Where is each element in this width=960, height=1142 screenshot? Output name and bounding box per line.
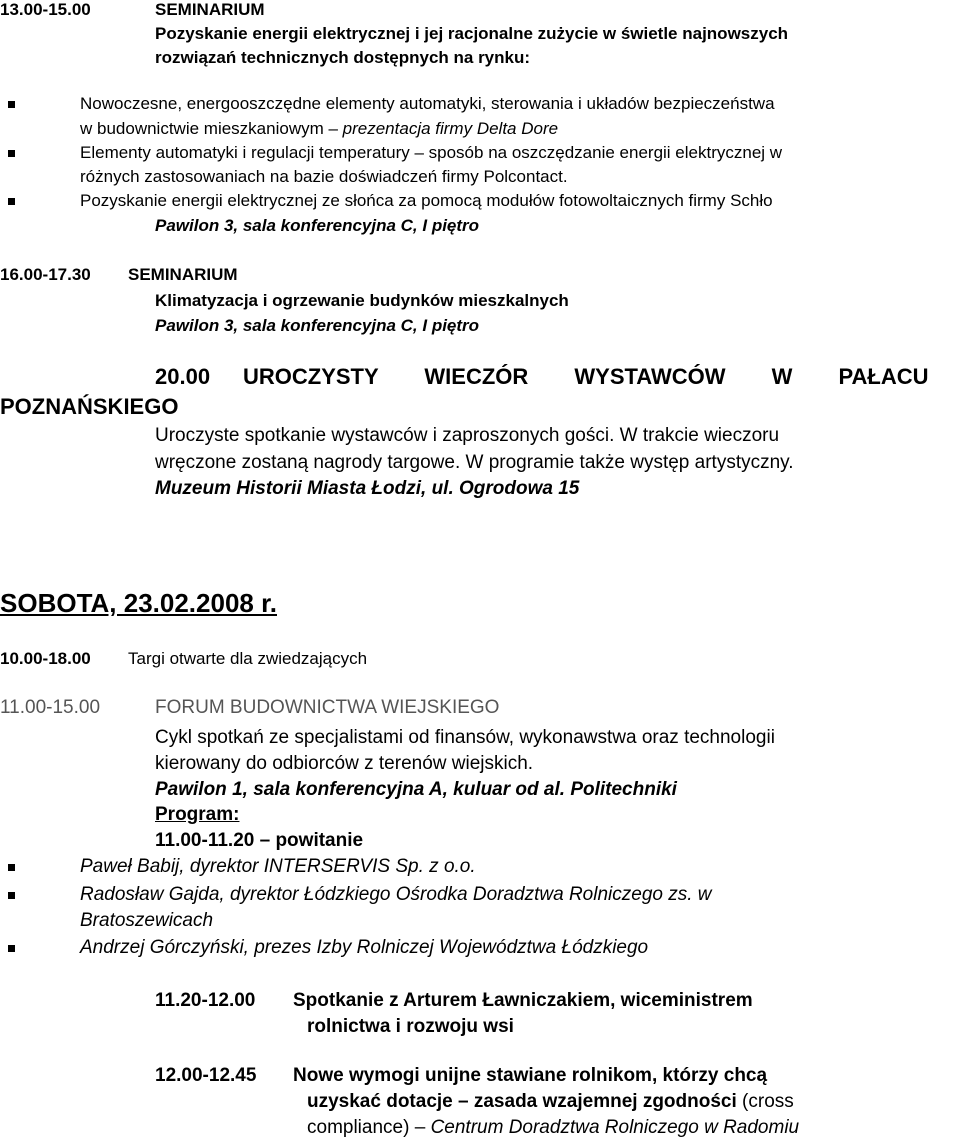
s1-bullet1-company: prezentacja firmy Delta Dore	[342, 119, 559, 138]
s5-program-welcome: 11.00-11.20 – powitanie	[155, 830, 364, 851]
bullet-icon	[8, 101, 15, 108]
s5-speaker1: Paweł Babij, dyrektor INTERSERVIS Sp. z o.o.	[80, 856, 476, 877]
bullet-icon	[8, 198, 15, 205]
bullet-icon	[8, 864, 15, 871]
s3-time: 20.00	[155, 364, 211, 389]
s5-p2-line3	[307, 1117, 799, 1139]
s1-time: 13.00-15.00	[0, 0, 91, 19]
s5-p2-line3-normal: compliance) –	[307, 1117, 431, 1138]
bullet-icon	[8, 150, 15, 157]
s5-speaker2-line2: Bratoszewicach	[80, 910, 214, 931]
s5-p2-line1: Nowe wymogi unijne stawiane rolnikom, którzy chcą	[293, 1065, 768, 1086]
s5-desc-line1: Cykl spotkań ze specjalistami od finansów, wykonawstwa oraz technologii	[155, 727, 775, 748]
s3-location: Muzeum Historii Miasta Łodzi, ul. Ogrodowa 15	[155, 478, 580, 499]
s5-speaker3: Andrzej Górczyński, prezes Izby Rolniczej Województwa Łódzkiego	[80, 937, 649, 958]
s5-p2-time: 12.00-12.45	[155, 1065, 257, 1086]
s5-desc-line2: kierowany do odbiorców z terenów wiejskich.	[155, 753, 534, 774]
s5-p2-line2	[307, 1091, 794, 1113]
s3-desc-line2: wręczone zostaną nagrody targowe. W programie także występ artystyczny.	[155, 452, 794, 473]
s5-p1-line2: rolnictwa i rozwoju wsi	[307, 1016, 514, 1037]
s5-speaker2-line1: Radosław Gajda, dyrektor Łódzkiego Ośrodka Doradztwa Rolniczego zs. w	[80, 884, 712, 905]
bullet-icon	[8, 892, 15, 899]
s1-title-line1: Pozyskanie energii elektrycznej i jej racjonalne zużycie w świetle najnowszych	[155, 24, 789, 43]
s4-text: Targi otwarte dla zwiedzających	[128, 649, 368, 668]
s5-p2-line2-normal: (cross	[736, 1091, 794, 1112]
s5-location: Pawilon 1, sala konferencyjna A, kuluar od al. Politechniki	[155, 779, 677, 800]
s1-bullet3-line1: Pozyskanie energii elektrycznej ze słońca za pomocą modułów fotowoltaicznych firmy Schło	[80, 191, 773, 210]
s1-title-line2: rozwiązań technicznych dostępnych na rynku:	[155, 48, 531, 67]
s2-type: SEMINARIUM	[128, 265, 238, 284]
s1-bullet2-line1: Elementy automatyki i regulacji temperatury – sposób na oszczędzanie energii elektrycznej w	[80, 143, 783, 162]
s3-title-line1	[243, 364, 960, 390]
s3-title-line2: POZNAŃSKIEGO	[0, 394, 179, 419]
s2-title: Klimatyzacja i ogrzewanie budynków mieszkalnych	[155, 291, 569, 310]
day-heading: SOBOTA, 23.02.2008 r.	[0, 588, 277, 618]
s1-location: Pawilon 3, sala konferencyjna C, I piętro	[155, 216, 480, 235]
s2-time: 16.00-17.30	[0, 265, 91, 284]
s1-bullet1-line2	[80, 119, 558, 139]
s4-time: 10.00-18.00	[0, 649, 91, 668]
s1-type: SEMINARIUM	[155, 0, 265, 19]
s5-p2-line2-bold: uzyskać dotacje – zasada wzajemnej zgodności	[307, 1091, 737, 1112]
s5-p2-line3-italic: Centrum Doradztwa Rolniczego w Radomiu	[430, 1117, 800, 1138]
s2-location: Pawilon 3, sala konferencyjna C, I piętro	[155, 316, 480, 335]
s1-bullet2-line2: różnych zastosowaniach na bazie doświadczeń firmy Polcontact.	[80, 167, 568, 186]
s5-time: 11.00-15.00	[0, 697, 101, 718]
s1-bullet1-line1: Nowoczesne, energooszczędne elementy automatyki, sterowania i układów bezpieczeństwa	[80, 94, 775, 113]
s5-program-label: Program:	[155, 804, 240, 825]
s5-title: FORUM BUDOWNICTWA WIEJSKIEGO	[155, 697, 500, 718]
s3-desc-line1: Uroczyste spotkanie wystawców i zaproszonych gości. W trakcie wieczoru	[155, 425, 780, 446]
bullet-icon	[8, 945, 15, 952]
s5-p1-time: 11.20-12.00	[155, 990, 256, 1011]
s3-title-text: UROCZYSTY WIECZÓR WYSTAWCÓW W PAŁACU	[243, 364, 929, 389]
s1-bullet1-text: w budownictwie mieszkaniowym –	[80, 119, 343, 138]
s5-p1-line1: Spotkanie z Arturem Ławniczakiem, wiceministrem	[293, 990, 753, 1011]
